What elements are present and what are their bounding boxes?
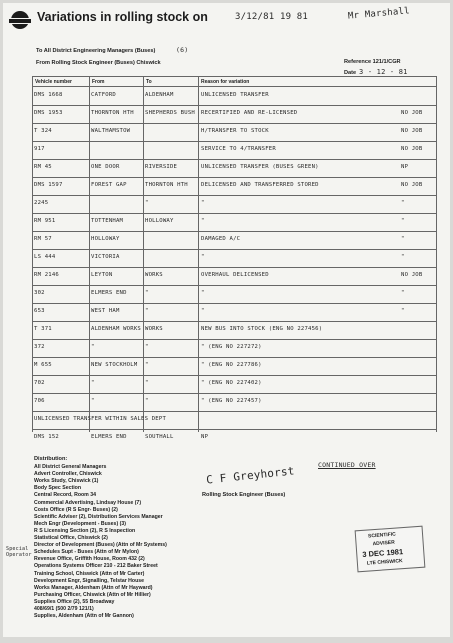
cell-vehicle: DMS 1668 xyxy=(34,92,63,98)
distribution-item: Supplies Office (2), 55 Broadway xyxy=(34,598,115,605)
cell-from: " xyxy=(91,380,95,386)
distribution-item: Training School, Chiswick (Attn of Mr Carter) xyxy=(34,570,145,577)
cell-to: " xyxy=(145,380,149,386)
cell-ditto: " xyxy=(401,236,405,242)
cell-reason: SERVICE TO 4/TRANSFER xyxy=(201,146,276,152)
cell-reason: DELICENSED AND TRANSFERRED STORED xyxy=(201,182,319,188)
cell-from: THORNTON HTH xyxy=(91,110,134,116)
cell-vehicle: LS 444 xyxy=(34,254,56,260)
distribution-item: All District General Managers xyxy=(34,464,107,470)
cell-ditto: NO JOB xyxy=(401,146,423,152)
cell-reason: " (ENG NO 227786) xyxy=(201,362,262,368)
row-rule xyxy=(32,303,436,304)
cell-reason: " xyxy=(201,254,205,260)
cell-ditto: NP xyxy=(401,164,409,170)
cell-from: " xyxy=(91,398,95,404)
distribution-item: Purchasing Officer, Chiswick (Attn of Mr Hillier) xyxy=(34,591,151,598)
cell-from: CATFORD xyxy=(91,92,116,98)
cell-to: " xyxy=(145,290,149,296)
cell-reason: UNLICENSED TRANSFER xyxy=(201,92,269,98)
cell-vehicle: RM 2146 xyxy=(34,272,59,278)
cell-to: " xyxy=(145,398,149,404)
distribution-item: Central Record, Room 34 xyxy=(34,492,96,499)
row-rule xyxy=(32,357,436,358)
distribution-item: Works Manager, Aldenham (Attn of Mr Hayward) xyxy=(34,584,153,591)
reference-label: Reference 121/1/CGR xyxy=(344,59,401,65)
row-rule xyxy=(32,429,436,430)
distribution-item: R S Licensing Section (2), R S Inspection xyxy=(34,527,136,534)
from-line: From Rolling Stock Engineer (Buses) Chiswick xyxy=(36,60,161,66)
row-rule xyxy=(32,267,436,268)
row-rule xyxy=(32,411,436,412)
distribution-item: 408/69/1 (500 2/79 121/1) xyxy=(34,606,94,612)
distribution-item: Supplies, Aldenham (Attn of Mr Gannon) xyxy=(34,613,134,620)
row-rule xyxy=(32,321,436,322)
distribution-item: Revenue Office, Griffith House, Room 432 (2) xyxy=(34,556,145,563)
cell-from: ALDENHAM WORKS xyxy=(91,326,141,332)
form-title: Variations in rolling stock on xyxy=(37,10,208,24)
cell-to: " xyxy=(145,362,149,368)
cell-reason: " (ENG NO 227457) xyxy=(201,398,262,404)
cell-vehicle: 372 xyxy=(34,344,45,350)
cell-from: WEST HAM xyxy=(91,308,120,314)
cell-vehicle: DMS 1597 xyxy=(34,182,63,188)
to-line: To All District Engineering Managers (Buses) xyxy=(36,48,156,54)
cell-vehicle: 706 xyxy=(34,398,45,404)
cell-vehicle: RM 45 xyxy=(34,164,52,170)
cell-reason: RECERTIFIED AND RE-LICENSED xyxy=(201,110,298,116)
cell-from: ELMERS END xyxy=(91,290,127,296)
cell-reason: NP xyxy=(201,434,209,440)
cell-reason: " xyxy=(201,308,205,314)
distribution-item: Development Engr, Signalling, Telstar House xyxy=(34,577,145,584)
cell-from: ONE DOOR xyxy=(91,164,120,170)
distribution-item: Works Study, Chiswick (1) xyxy=(34,478,99,485)
column-header-vehicle: Vehicle number xyxy=(35,79,72,85)
cell-from: LEYTON xyxy=(91,272,113,278)
row-rule xyxy=(32,159,436,160)
row-rule xyxy=(32,339,436,340)
cell-ditto: NO JOB xyxy=(401,272,423,278)
distribution-item: Schedules Supt - Buses (Attn of Mr Mylon) xyxy=(34,549,139,556)
distribution-item: Commercial Advertising, Lindsay House (7) xyxy=(34,499,142,506)
distribution-item: Operations Systems Officer 210 - 212 Baker Street xyxy=(34,563,158,570)
cell-ditto: " xyxy=(401,200,405,206)
cell-reason: OVERHAUL DELICENSED xyxy=(201,272,269,278)
column-header-from: From xyxy=(92,79,105,85)
cell-from: NEW STOCKHOLM xyxy=(91,362,138,368)
cell-vehicle: T 324 xyxy=(34,128,52,134)
cell-vehicle: 653 xyxy=(34,308,45,314)
cell-from: HOLLOWAY xyxy=(91,236,120,242)
cell-from: VICTORIA xyxy=(91,254,120,260)
distribution-item: Mech Engr (Development - Buses) (3) xyxy=(34,520,126,527)
margin-note: Special Operator xyxy=(6,546,32,558)
form-title-date: 3/12/81 19 81 xyxy=(235,12,309,22)
cell-to: SOUTHALL xyxy=(145,434,174,440)
signature-handwritten: C F Greyhorst xyxy=(205,464,296,487)
cell-vehicle: 2245 xyxy=(34,200,49,206)
cell-reason: DAMAGED A/C xyxy=(201,236,241,242)
distribution-item: Director of Development (Buses) (Attn of Mr Systems) xyxy=(34,542,167,549)
cell-from: FOREST GAP xyxy=(91,182,127,188)
row-rule xyxy=(32,177,436,178)
cell-ditto: " xyxy=(401,218,405,224)
cell-from: " xyxy=(91,344,95,350)
distribution-heading: Distribution: xyxy=(34,456,68,462)
cell-vehicle: UNLICENSED TRANSFER WITHIN SALES DEPT xyxy=(34,416,167,422)
cell-to: WORKS xyxy=(145,272,163,278)
date-value: 3 - 12 - 81 xyxy=(359,68,408,76)
row-rule xyxy=(32,393,436,394)
cell-vehicle: M 655 xyxy=(34,362,52,368)
cell-to: SHEPHERDS BUSH xyxy=(145,110,195,116)
stamp-line-3: LTE CHISWICK xyxy=(366,558,403,567)
cell-vehicle: DMS 1953 xyxy=(34,110,63,116)
cell-to: " xyxy=(145,308,149,314)
cell-ditto: " xyxy=(401,308,405,314)
top-signature: Mr Marshall xyxy=(347,6,411,22)
distribution-item: Advert Controller, Chiswick xyxy=(34,471,102,478)
received-stamp xyxy=(355,526,426,573)
cell-reason: " xyxy=(201,200,205,206)
cell-reason: " xyxy=(201,218,205,224)
cell-to: " xyxy=(145,200,149,206)
cell-reason: UNLICENSED TRANSFER (BUSES GREEN) xyxy=(201,164,319,170)
cell-reason: " (ENG NO 227272) xyxy=(201,344,262,350)
cell-vehicle: 302 xyxy=(34,290,45,296)
row-rule xyxy=(32,231,436,232)
cell-reason: H/TRANSFER TO STOCK xyxy=(201,128,269,134)
row-rule xyxy=(32,123,436,124)
distribution-item: Costs Office (R S Engr- Buses) (2) xyxy=(34,506,118,513)
cell-ditto: " xyxy=(401,290,405,296)
cell-to: ALDENHAM xyxy=(145,92,174,98)
row-rule xyxy=(32,105,436,106)
cell-vehicle: 917 xyxy=(34,146,45,152)
cell-vehicle: DMS 152 xyxy=(34,434,59,440)
row-rule xyxy=(32,249,436,250)
cell-to: THORNTON HTH xyxy=(145,182,188,188)
date-label: Date xyxy=(344,70,357,76)
column-header-reason: Reason for variation xyxy=(201,79,250,85)
row-rule xyxy=(32,141,436,142)
column-header-to: To xyxy=(146,79,152,85)
cell-vehicle: RM 951 xyxy=(34,218,56,224)
cell-ditto: NO JOB xyxy=(401,182,423,188)
stamp-date: 3 DEC 1981 xyxy=(361,547,404,559)
cell-from: WALTHAMSTOW xyxy=(91,128,131,134)
roundel-logo xyxy=(11,11,29,29)
cell-to: HOLLOWAY xyxy=(145,218,174,224)
signature-title: Rolling Stock Engineer (Buses) xyxy=(202,492,286,498)
cell-ditto: " xyxy=(401,254,405,260)
cell-vehicle: RM 57 xyxy=(34,236,52,242)
cell-vehicle: T 371 xyxy=(34,326,52,332)
stamp-line-1: SCIENTIFIC xyxy=(367,531,396,540)
continued-over: CONTINUED OVER xyxy=(318,461,376,469)
cell-from: TOTTENHAM xyxy=(91,218,124,224)
distribution-item: Scientific Adviser (2), Distribution Services Manager xyxy=(34,513,163,520)
cell-from: ELMERS END xyxy=(91,434,127,440)
cell-ditto: NO JOB xyxy=(401,128,423,134)
row-rule xyxy=(32,375,436,376)
cell-vehicle: 702 xyxy=(34,380,45,386)
row-rule xyxy=(32,213,436,214)
document-sheet xyxy=(3,3,450,637)
cell-reason: NEW BUS INTO STOCK (ENG NO 227456) xyxy=(201,326,323,332)
to-count: (6) xyxy=(176,46,189,54)
distribution-item: Statistical Office, Chiswick (2) xyxy=(34,535,108,541)
cell-to: " xyxy=(145,344,149,350)
cell-ditto: NO JOB xyxy=(401,110,423,116)
cell-to: RIVERSIDE xyxy=(145,164,178,170)
cell-reason: " xyxy=(201,290,205,296)
distribution-item: Body Spec Section xyxy=(34,485,81,492)
cell-to: WORKS xyxy=(145,326,163,332)
row-rule xyxy=(32,195,436,196)
row-rule xyxy=(32,285,436,286)
cell-reason: " (ENG NO 227402) xyxy=(201,380,262,386)
stamp-line-2: ADVISER xyxy=(372,539,396,548)
